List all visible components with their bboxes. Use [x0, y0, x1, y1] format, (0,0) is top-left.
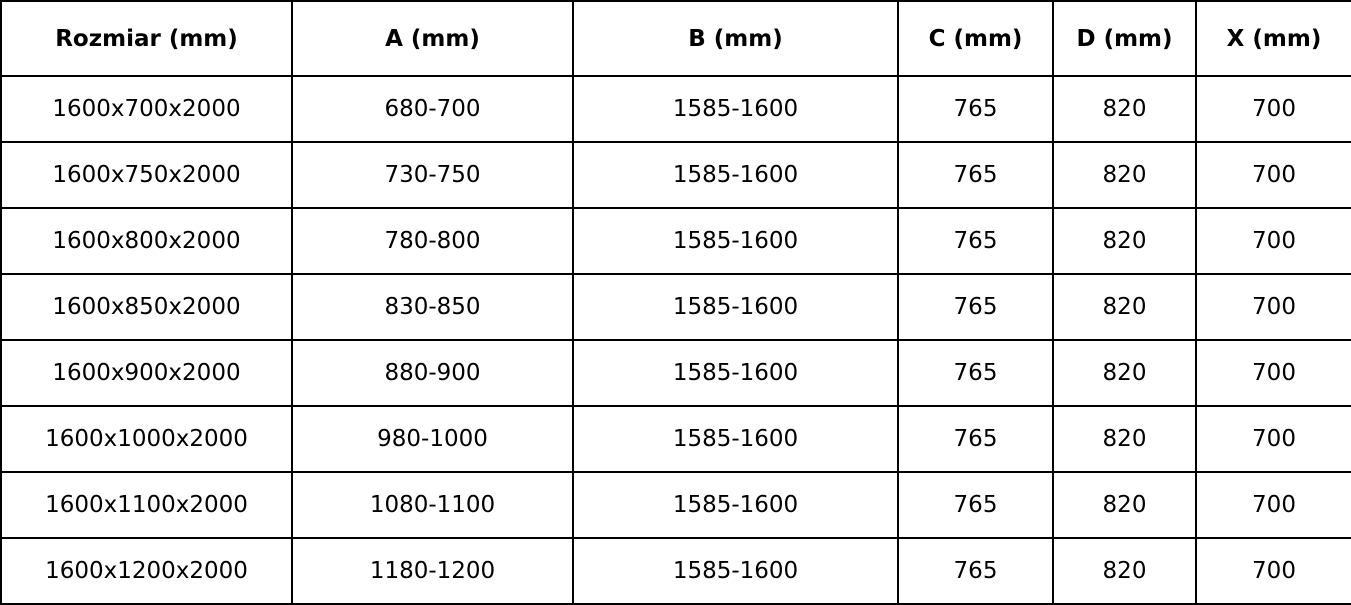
cell-c: 765: [898, 142, 1053, 208]
cell-b: 1585-1600: [573, 340, 898, 406]
cell-b: 1585-1600: [573, 208, 898, 274]
table-row: [1, 76, 1351, 142]
cell-a: 780-800: [292, 208, 573, 274]
cell-a: 830-850: [292, 274, 573, 340]
cell-d: 820: [1053, 76, 1196, 142]
cell-c: 765: [898, 406, 1053, 472]
cell-c: 765: [898, 538, 1053, 604]
cell-b: 1585-1600: [573, 274, 898, 340]
table-row: [1, 142, 1351, 208]
cell-rozmiar: 1600x1200x2000: [1, 538, 292, 604]
cell-a: 980-1000: [292, 406, 573, 472]
table-header-row: [1, 1, 1351, 76]
cell-b: 1585-1600: [573, 76, 898, 142]
cell-b: 1585-1600: [573, 472, 898, 538]
cell-rozmiar: 1600x900x2000: [1, 340, 292, 406]
cell-a: 680-700: [292, 76, 573, 142]
cell-c: 765: [898, 208, 1053, 274]
cell-d: 820: [1053, 340, 1196, 406]
table-row: [1, 274, 1351, 340]
cell-c: 765: [898, 340, 1053, 406]
table-body: [1, 76, 1351, 604]
cell-d: 820: [1053, 472, 1196, 538]
column-header-d: D (mm): [1053, 1, 1196, 76]
cell-d: 820: [1053, 208, 1196, 274]
table-row: [1, 472, 1351, 538]
cell-c: 765: [898, 274, 1053, 340]
cell-rozmiar: 1600x800x2000: [1, 208, 292, 274]
cell-d: 820: [1053, 538, 1196, 604]
cell-rozmiar: 1600x700x2000: [1, 76, 292, 142]
table-row: [1, 538, 1351, 604]
column-header-x: X (mm): [1196, 1, 1351, 76]
cell-a: 1180-1200: [292, 538, 573, 604]
cell-rozmiar: 1600x1000x2000: [1, 406, 292, 472]
cell-x: 700: [1196, 142, 1351, 208]
cell-a: 730-750: [292, 142, 573, 208]
cell-b: 1585-1600: [573, 538, 898, 604]
cell-a: 880-900: [292, 340, 573, 406]
cell-x: 700: [1196, 274, 1351, 340]
column-header-rozmiar: Rozmiar (mm): [1, 1, 292, 76]
cell-x: 700: [1196, 208, 1351, 274]
column-header-a: A (mm): [292, 1, 573, 76]
column-header-b: B (mm): [573, 1, 898, 76]
table-row: [1, 340, 1351, 406]
cell-x: 700: [1196, 472, 1351, 538]
column-header-c: C (mm): [898, 1, 1053, 76]
cell-x: 700: [1196, 340, 1351, 406]
cell-d: 820: [1053, 142, 1196, 208]
cell-x: 700: [1196, 538, 1351, 604]
cell-d: 820: [1053, 274, 1196, 340]
table-row: [1, 406, 1351, 472]
cell-rozmiar: 1600x1100x2000: [1, 472, 292, 538]
cell-d: 820: [1053, 406, 1196, 472]
table-header: [1, 1, 1351, 76]
cell-b: 1585-1600: [573, 142, 898, 208]
cell-b: 1585-1600: [573, 406, 898, 472]
cell-c: 765: [898, 76, 1053, 142]
cell-c: 765: [898, 472, 1053, 538]
cell-rozmiar: 1600x750x2000: [1, 142, 292, 208]
cell-rozmiar: 1600x850x2000: [1, 274, 292, 340]
table-row: [1, 208, 1351, 274]
cell-x: 700: [1196, 406, 1351, 472]
cell-a: 1080-1100: [292, 472, 573, 538]
cell-x: 700: [1196, 76, 1351, 142]
